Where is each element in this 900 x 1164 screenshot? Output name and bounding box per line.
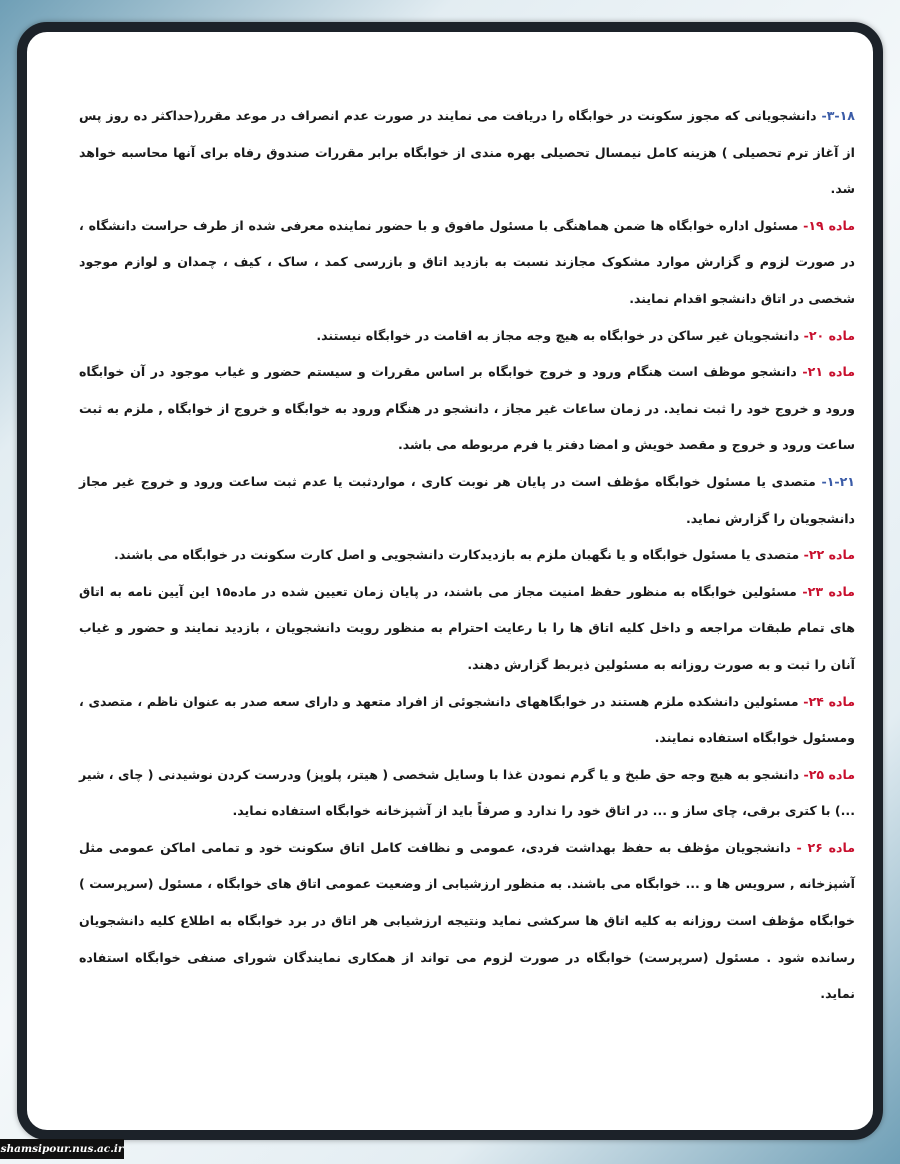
clause-body: دانشجویانی که مجوز سکونت در خوابگاه را دریافت می نمایند در صورت عدم انصراف در موعد مقرر(حداکثر ده روز پس از آغاز ترم تحصیلی ) هزینه کامل نیمسال تحصیلی بهره مندی از خوابگاه برابر مقررات صندوق رفاه برای آنها محاسبه خواهد شد. (79, 108, 855, 197)
clause-heading: ۳-۱۸- (821, 108, 855, 123)
article-body: متصدی یا مسئول خوابگاه و یا نگهبان ملزم به بازدیدکارت دانشجویی و اصل کارت سکونت در خوابگاه می باشند. (114, 547, 804, 563)
regulation-text (79, 98, 855, 1013)
article-body: دانشجویان مؤظف به حفظ بهداشت فردی، عمومی و نظافت کامل اتاق سکونت خود و تمامی اماکن عمومی مثل آشپزخانه , سرویس ها و ... خوابگاه می باشند. به منظور ارزشیابی از وضعیت عمومی اتاق های خوابگاه ، مسئول (سرپرست ) خوابگاه مؤظف است روزانه به کلیه اتاق ها سرکشی نماید ونتیجه ارزشیابی هر اتاق در برد خوابگاه به اطلاع کلیه دانشجویان رسانده شود . مسئول (سرپرست) خوابگاه در صورت لزوم می تواند از همکاری نمایندگان شورای صنفی خوابگاه استفاده نماید. (79, 839, 855, 1002)
article-body: دانشجو به هیچ وجه حق طبخ و یا گرم نمودن غذا با وسایل شخصی ( هیتر، پلوپز) ودرست کردن نوشیدنی ( چای ، شیر ...) با کتری برقی، چای ساز و ... در اتاق خود را ندارد و صرفاً باید از آشپزخانه خوابگاه استفاده نماید. (79, 766, 855, 819)
article-20 (79, 318, 855, 355)
article-21 (79, 354, 855, 464)
article-body: مسئول اداره خوابگاه ها ضمن هماهنگی با مسئول مافوق و با حضور نماینده معرفی شده از طرف حراست دانشگاه ، در صورت لزوم و گزارش موارد مشکوک مجازند نسبت به بازدید اتاق و بازرسی کمد ، ساک ، کیف ، چمدان و لوازم موجود شخصی در اتاق دانشجو اقدام نمایند. (79, 217, 855, 306)
article-heading: ماده ۲۴- (803, 693, 855, 709)
clause-heading: ۱-۲۱- (821, 473, 855, 489)
article-body: مسئولین خوابگاه به منظور حفظ امنیت مجاز می باشند، در پایان زمان تعیین شده در ماده۱۵ این آیین نامه به اتاق های تمام طبقات مراجعه و داخل کلیه اتاق ها را با رعایت احترام به منظور رویت دانشجویان ، بازدید نمایند و حضور و غیاب آنان را ثبت و به صورت روزانه به مسئولین ذیربط گزارش دهند. (79, 583, 855, 672)
article-heading: ماده ۲۳- (802, 583, 855, 599)
article-heading: ماده ۲۶ - (796, 839, 855, 855)
article-25 (79, 757, 855, 830)
clause-body: متصدی یا مسئول خوابگاه مؤظف است در پایان هر نوبت کاری ، مواردثبت یا عدم ثبت ساعت ورود و خروج غیر مجاز دانشجویان را گزارش نماید. (79, 473, 855, 526)
article-heading: ماده ۱۹- (803, 217, 855, 233)
article-19 (79, 208, 855, 318)
clause-18-3 (79, 98, 855, 208)
article-24 (79, 684, 855, 757)
site-watermark: shamsipour.nus.ac.ir (0, 1139, 124, 1159)
article-heading: ماده ۲۰- (803, 327, 855, 343)
article-26 (79, 830, 855, 1013)
article-body: دانشجویان غیر ساکن در خوابگاه به هیچ وجه مجاز به اقامت در خوابگاه نیستند. (316, 327, 804, 343)
article-body: دانشجو موظف است هنگام ورود و خروج خوابگاه بر اساس مقررات و سیستم حضور و غیاب موجود در آن خوابگاه ورود و خروج خود را ثبت نماید. در زمان ساعات غیر مجاز ، دانشجو در هنگام ورود به خوابگاه و خروج از خوابگاه , ملزم به ثبت ساعت ورود و خروج و مقصد خویش و امضا دفتر یا فرم مربوطه می باشد. (79, 364, 855, 453)
article-23 (79, 574, 855, 684)
clause-21-1 (79, 464, 855, 537)
article-heading: ماده ۲۵- (803, 766, 855, 782)
article-heading: ماده ۲۲- (803, 547, 855, 563)
article-body: مسئولین دانشکده ملزم هستند در خوابگاههای دانشجوئی از افراد متعهد و دارای سعه صدر به عنوان ناظم ، متصدی ، ومسئول خوابگاه استفاده نمایند. (79, 693, 855, 746)
page-frame (17, 22, 883, 1140)
article-heading: ماده ۲۱- (802, 364, 856, 380)
article-22 (79, 537, 855, 574)
